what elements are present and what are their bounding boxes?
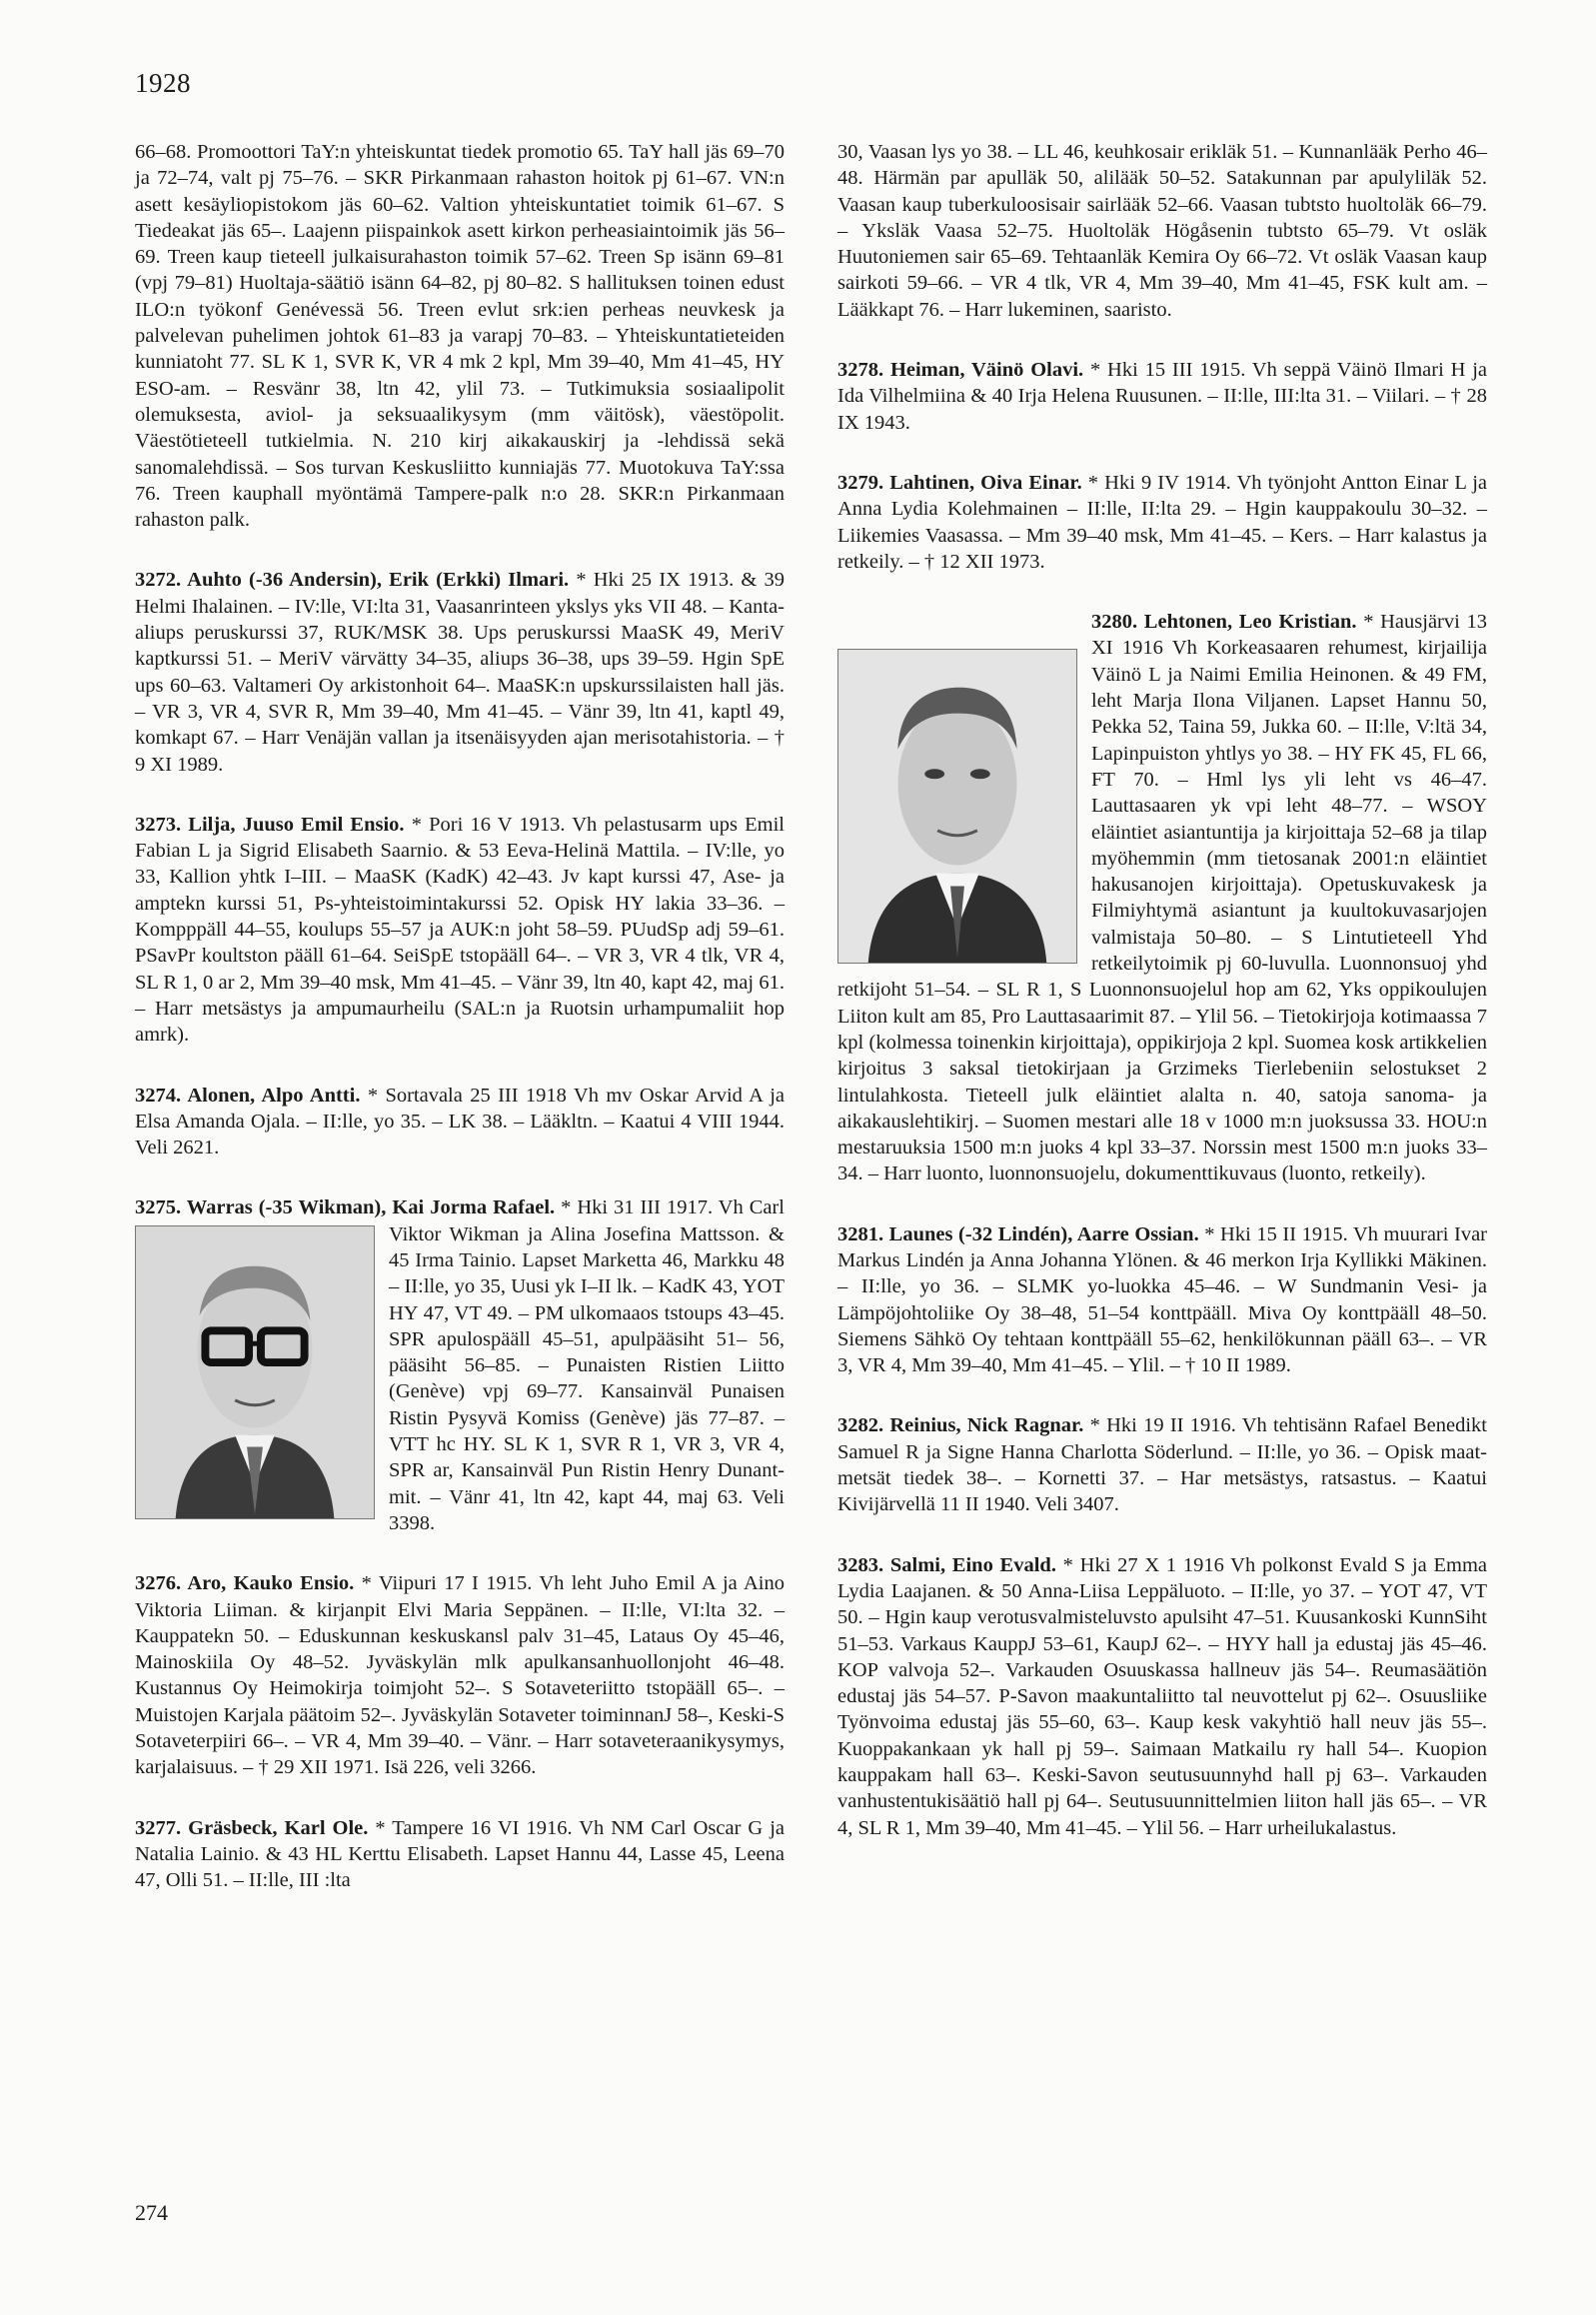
entry-3277 bbox=[135, 1815, 785, 1894]
entry-3273 bbox=[135, 812, 785, 1049]
entry-heading: 3278. Heiman, Väinö Olavi. bbox=[837, 359, 1084, 382]
entry-heading: 3275. Warras (-35 Wikman), Kai Jorma Rafael. bbox=[135, 1196, 556, 1219]
entry-3279 bbox=[837, 470, 1487, 575]
entry-heading: 3279. Lahtinen, Oiva Einar. bbox=[837, 471, 1082, 494]
entry-3280 bbox=[837, 609, 1487, 1187]
entry-text: * Viipuri 17 I 1915. Vh leht Juho Emil A ja Aino Viktoria Liiman. & kirjanpit Elvi Maria Seppänen. – II:lle, VI:lta 32. – Kauppatekn 50. – Eduskunnan keskuskansl palv 31–45, Lataus Oy 45–46, Mainoskiila Oy 48–52. Jyväskylän mlk apulkansanhuollonjoht 46–48. Kustannus Oy Heimokirja toimjoht 52–. S Sotaveteriitto tstopääll 65–. – Muistojen Karjala päätoim 52–. Jyväskylän Sotaveter toiminnanJ 58–, Keski-S Sotaveterpiiri 66–. – VR 4, Mm 39–40. – Vänr. – Harr sotaveteraanikysymys, karjalaisuus. – † 29 XII 1971. Isä 226, veli 3266. bbox=[135, 1572, 785, 1779]
entry-heading: 3277. Gräsbeck, Karl Ole. bbox=[135, 1816, 369, 1839]
entry-text: * Hki 31 III 1917. Vh Carl Viktor Wikman ja Alina Josefina Mattsson. & 45 Irma Tainio. Lapset Marketta 46, Markku 48 – II:lle, yo 35, Uusi yk I–II lk. – KadK 43, YOT HY 47, VT 49. – PM ulkomaaos tstoups 43–45. SPR apulospääll 45–51, apulpääsiht 51– 56, pääsiht 56–85. – Punaisten Ristien Liitto (Genève) vpj 69–77. Kansainväl Punaisen Ristin Pysyvä Komiss (Genève) jäs 77–87. – VTT hc HY. SL K 1, SVR R 1, VR 3, VR 4, SPR ar, Kansainväl Pun Ristin Henry Dunant-mit. – Vänr 41, ltn 42, kapt 44, maj 63. Veli 3398. bbox=[389, 1196, 785, 1534]
portrait-lehtonen-image bbox=[838, 650, 1076, 963]
entry-heading: 3276. Aro, Kauko Ensio. bbox=[135, 1572, 355, 1595]
entry-heading: 3273. Lilja, Juuso Emil Ensio. bbox=[135, 813, 405, 836]
entry-text: * Hki 15 III 1915. Vh seppä Väinö Ilmari H ja Ida Vilhelmiina & 40 Irja Helena Ruusunen. – II:lle, III:lta 31. – Viilari. – † 28 IX 1943. bbox=[837, 359, 1487, 434]
entry-3282 bbox=[837, 1412, 1487, 1517]
entry-text: * Hki 19 II 1916. Vh tehtisänn Rafael Benedikt Samuel R ja Signe Hanna Charlotta Söderlund. – II:lle, yo 36. – Opisk maat-metsät tiedek 38–. – Kornetti 37. – Har metsästys, ratsastus. – Kaatui Kivijärvellä 11 II 1940. Veli 3407. bbox=[837, 1414, 1488, 1516]
entry-3276 bbox=[135, 1570, 785, 1780]
entry-text: * Sortavala 25 III 1918 Vh mv Oskar Arvid A ja Elsa Amanda Ojala. – II:lle, yo 35. – LK 38. – Lääkltn. – Kaatui 4 VIII 1944. Veli 2621. bbox=[135, 1084, 786, 1159]
entry-text: 30, Vaasan lys yo 38. – LL 46, keuhkosair erikläk 51. – Kunnanlääk Perho 46–48. Härmän par apulläk 50, alilääk 50–52. Satakunnan par apulyliläk 52. Vaasan kaup tuberkuloosisair sairlääk 52–66. Vaasan tubtsto huoltoläk 66–79. – Yksläk Vaasa 52–75. Huoltoläk Högåsenin tubtsto 65–79. Vt osläk Huutoniemen sair 65–69. Tehtaanläk Kemira Oy 66–72. Vt osläk Vaasan kaup sairkoti 59–66. – VR 4 tlk, VR 4, Mm 39–40, Mm 41–45, FSK kult am. – Lääkkapt 76. – Harr lukeminen, saaristo. bbox=[837, 141, 1487, 321]
entry-text: * Pori 16 V 1913. Vh pelastusarm ups Emil Fabian L ja Sigrid Elisabeth Saarnio. & 53 Eeva-Helinä Mattila. – IV:lle, yo 33, Kallion yhtk I–III. – MaaSK (KadK) 42–43. Jv kapt kurssi 47, Ase- ja amptekn kurssi 51, Ps-yhteistoimintakurssi 52. Opisk HY lakia 33–36. – Kompppäll 44–55, koulups 55–57 ja AUK:n joht 58–59. PUudSp adj 59–61. PSavPr koultston pääll 61–64. SeiSpE tstopääll 64–. – VR 3, VR 4 tlk, VR 4, SL R 1, 0 ar 2, Mm 39–40 msk, Mm 41–45. – Vänr 39, ltn 40, kapt 42, maj 61. – Harr metsästys ja ampumaurheilu (SAL:n ja Ruotsin urhampumaliit hop amrk). bbox=[135, 813, 785, 1047]
entry-3275 bbox=[135, 1194, 785, 1536]
entry-text: * Hki 27 X 1 1916 Vh polkonst Evald S ja Emma Lydia Laajanen. & 50 Anna-Liisa Leppäluoto. – II:lle, yo 37. – YOT 47, VT 50. – Hgin kaup verotusvalmisteluvsto apulsiht 47–51. Kuusankoski KunnSiht 51–53. Varkaus KauppJ 53–61, KaupJ 62–. – HYY hall ja edustaj jäs 45–46. KOP valvoja 52–. Varkauden Osuuskassa hallneuv jäs 54–. Reumasäätiön edustaj jäs 54–57. P-Savon maakuntaliitto tal neuvottelut pj 62–. Osuusliike Työnvoima edustaj jäs 55–60, 63–. Kaup kesk vakyhtiö hall neuv jäs 55–. Kuoppakankaan yk hall pj 59–. Saimaan Matkailu ry hall 54–. Kuopion kauppakam hall 63–. Keski-Savon seutusuunnyhd hall pj 63–. Varkauden vanhustentukisäätiö hall pj 64–. Seutusuunnittelmien liiton hall jäs 65–. – VR 4, SL R 1, Mm 39–40, Mm 41–45. – Ylil 56. – Harr urheilukalastus. bbox=[837, 1553, 1487, 1839]
entry-heading: 3281. Launes (-32 Lindén), Aarre Ossian. bbox=[837, 1222, 1199, 1245]
entry-text: * Hausjärvi 13 XI 1916 Vh Korkeasaaren rehumest, kirjailija Väinö L ja Naimi Emilia Heinonen. & 49 FM, leht Marja Ilona Viljanen. Lapset Hannu 50, Pekka 52, Taina 59, Jukka 60. – II:lle, V:ltä 34, Lapinpuiston yhtlys yo 38. – HY FK 45, FL 66, FT 70. – Hml lys yli leht vs 46–47. Lauttasaaren yk vpi leht 48–77. – WSOY eläintiet asiantuntija ja kirjoittaja 52–68 ja tilap myöhemmin (mm tietosanak 2001:n eläintiet hakusanojen kirjoittaja). Opetuskuvakesk ja Filmiyhtymä asiantunt ja kuultokuvasarjojen valmistaja 50–80. – S Lintutieteell Yhd retkeilytoimik pj 60-luvulla. Luonnonsuoj yhd retkijoht 51–54. – SL R 1, S Luonnonsuojelul hop am 62, Yks oppikoulujen Liiton kult am 85, Pro Lauttasaarimit 87. – Ylil 56. – Tietokirjoja kotimaassa 7 kpl (kolmessa toinenkin kirjoittaja), oppikirjoja 2 kpl. Suomea kosk artikkelien kirjoitus 3 saksal tietokirjaan ja Grzimeks Tierlebeniin selostukset 2 lintulahkosta. Tieteell julk eläintiet alalta n. 40, satoja sanoma- ja aikakauslehtikirj. – Suomen mestari alle 18 v 1000 m:n juoksussa 33. HOU:n mestaruuksia 1500 m:n juoks 4 kpl 33–37. Norssin mest 1500 m:n juoks 33–34. – Harr luonto, luonnonsuojelu, dokumenttikuvaus (luonto, retkeily). bbox=[837, 611, 1487, 1185]
entry-text: * Hki 15 II 1915. Vh muurari Ivar Markus Lindén ja Anna Johanna Ylönen. & 46 merkon Irja Kyllikki Mäkinen. – II:lle, yo 36. – SLMK yo-luokka 45–46. – W Sundmanin Vesi- ja Lämpöjohtoliike Oy 38–48, 51–54 konttpääll. Miva Oy konttpääll 48–50. Siemens Sähkö Oy tehtaan konttpääll 55–62, henkilökunnan pääll 63–. – VR 3, VR 4, Mm 39–40, Mm 41–45. – Ylil. – † 10 II 1989. bbox=[837, 1222, 1487, 1377]
entry-3271-continuation bbox=[135, 139, 785, 533]
entry-text: * Tampere 16 VI 1916. Vh NM Carl Oscar G ja Natalia Lainio. & 43 HL Kerttu Elisabeth. Lapset Hannu 44, Lasse 45, Leena 47, Olli 51. – II:lle, III :lta bbox=[135, 1816, 785, 1892]
entry-3274 bbox=[135, 1083, 785, 1161]
entry-text: * Hki 25 IX 1913. & 39 Helmi Ihalainen. – IV:lle, VI:lta 31, Vaasanrinteen ykslys yks VII 48. – Kanta-aliups peruskurssi 37, RUK/MSK 38. Ups peruskurssi MaaSK 49, MeriV kaptkurssi 51. – MeriV värvätty 34–35, aliups 36–38, ups 39–59. Hgin SpE ups 60–63. Valtameri Oy arkistonhoit 64–. MaaSK:n upskurssilaisten hall jäs. – VR 3, VR 4, SVR R, Mm 39–40, Mm 41–45. – Vänr 39, ltn 41, kaptl 49, komkapt 67. – Harr Venäjän vallan ja itsenäisyyden ajan merisotahistoria. – † 9 XI 1989. bbox=[135, 569, 785, 776]
entry-text: * Hki 9 IV 1914. Vh työnjoht Antton Einar L ja Anna Lydia Kolehmainen – II:lle, II:lta 29. – Hgin kauppakoulu 30–32. – Liikemies Vaasassa. – Mm 39–40 msk, Mm 41–45. – Kers. – Harr kalastus ja retkeily. – † 12 XII 1973. bbox=[837, 471, 1487, 573]
entry-3278 bbox=[837, 357, 1487, 436]
entry-3283 bbox=[837, 1552, 1487, 1841]
portrait-photo-lehtonen bbox=[837, 649, 1077, 964]
portrait-warras-image bbox=[136, 1226, 374, 1518]
entry-3272 bbox=[135, 567, 785, 777]
page-year: 1928 bbox=[135, 68, 191, 98]
entry-3281 bbox=[837, 1221, 1487, 1379]
portrait-photo-warras bbox=[135, 1225, 375, 1519]
entry-heading: 3274. Alonen, Alpo Antti. bbox=[135, 1084, 361, 1107]
entry-heading: 3272. Auhto (-36 Andersin), Erik (Erkki) Ilmari. bbox=[135, 569, 570, 592]
right-column bbox=[837, 139, 1487, 1841]
entry-heading: 3282. Reinius, Nick Ragnar. bbox=[837, 1414, 1084, 1437]
left-column bbox=[135, 139, 785, 1894]
page-number: 274 bbox=[135, 2200, 168, 2225]
entry-heading: 3280. Lehtonen, Leo Kristian. bbox=[1091, 611, 1357, 634]
entry-text: 66–68. Promoottori TaY:n yhteiskuntat tiedek promotio 65. TaY hall jäs 69–70 ja 72–74, valt pj 75–76. – SKR Pirkanmaan rahaston hoitok pj 61–67. VN:n asett kesäyliopistokom jäs 60–62. Valtion yhteiskuntatiet toimik 61–67. S Tiedeakat jäs 65–. Laajenn piispainkok asett kirkon perheasiaintoimik jäs 56–69. Treen kaup tieteell julkaisurahaston toimik 57–62. Treen Sp isänn 69–81 (vpj 79–81) Huoltaja-säätiö isänn 64–82, pj 80–82. S hallituksen toinen edust ILO:n työkonf Genévessä 56. Treen evlut srk:ien perheas neuvkesk ja palvelevan puhelimen johtok 61–83 ja varapj 70–83. – Yhteiskuntatieteiden kunniatoht 77. SL K 1, SVR K, VR 4 mk 2 kpl, Mm 39–40, Mm 41–45, HY ESO-am. – Resvänr 38, ltn 42, ylil 73. – Tutkimuksia sosiaalipolit olemuksesta, aviol- ja seksuaalikysym (mm väitösk), väestöpolit. Väestötieteell tutkielmia. N. 210 kirj aikakauskirj ja -lehdissä sekä sanomalehdissä. – Sos turvan Keskusliitto kunniajäs 77. Muotokuva TaY:ssa 76. Treen kauphall myöntämä Tampere-palk n:o 28. SKR:n Pirkanmaan rahaston palk. bbox=[135, 141, 785, 532]
entry-3277-continuation bbox=[837, 139, 1487, 323]
entry-heading: 3283. Salmi, Eino Evald. bbox=[837, 1553, 1056, 1576]
